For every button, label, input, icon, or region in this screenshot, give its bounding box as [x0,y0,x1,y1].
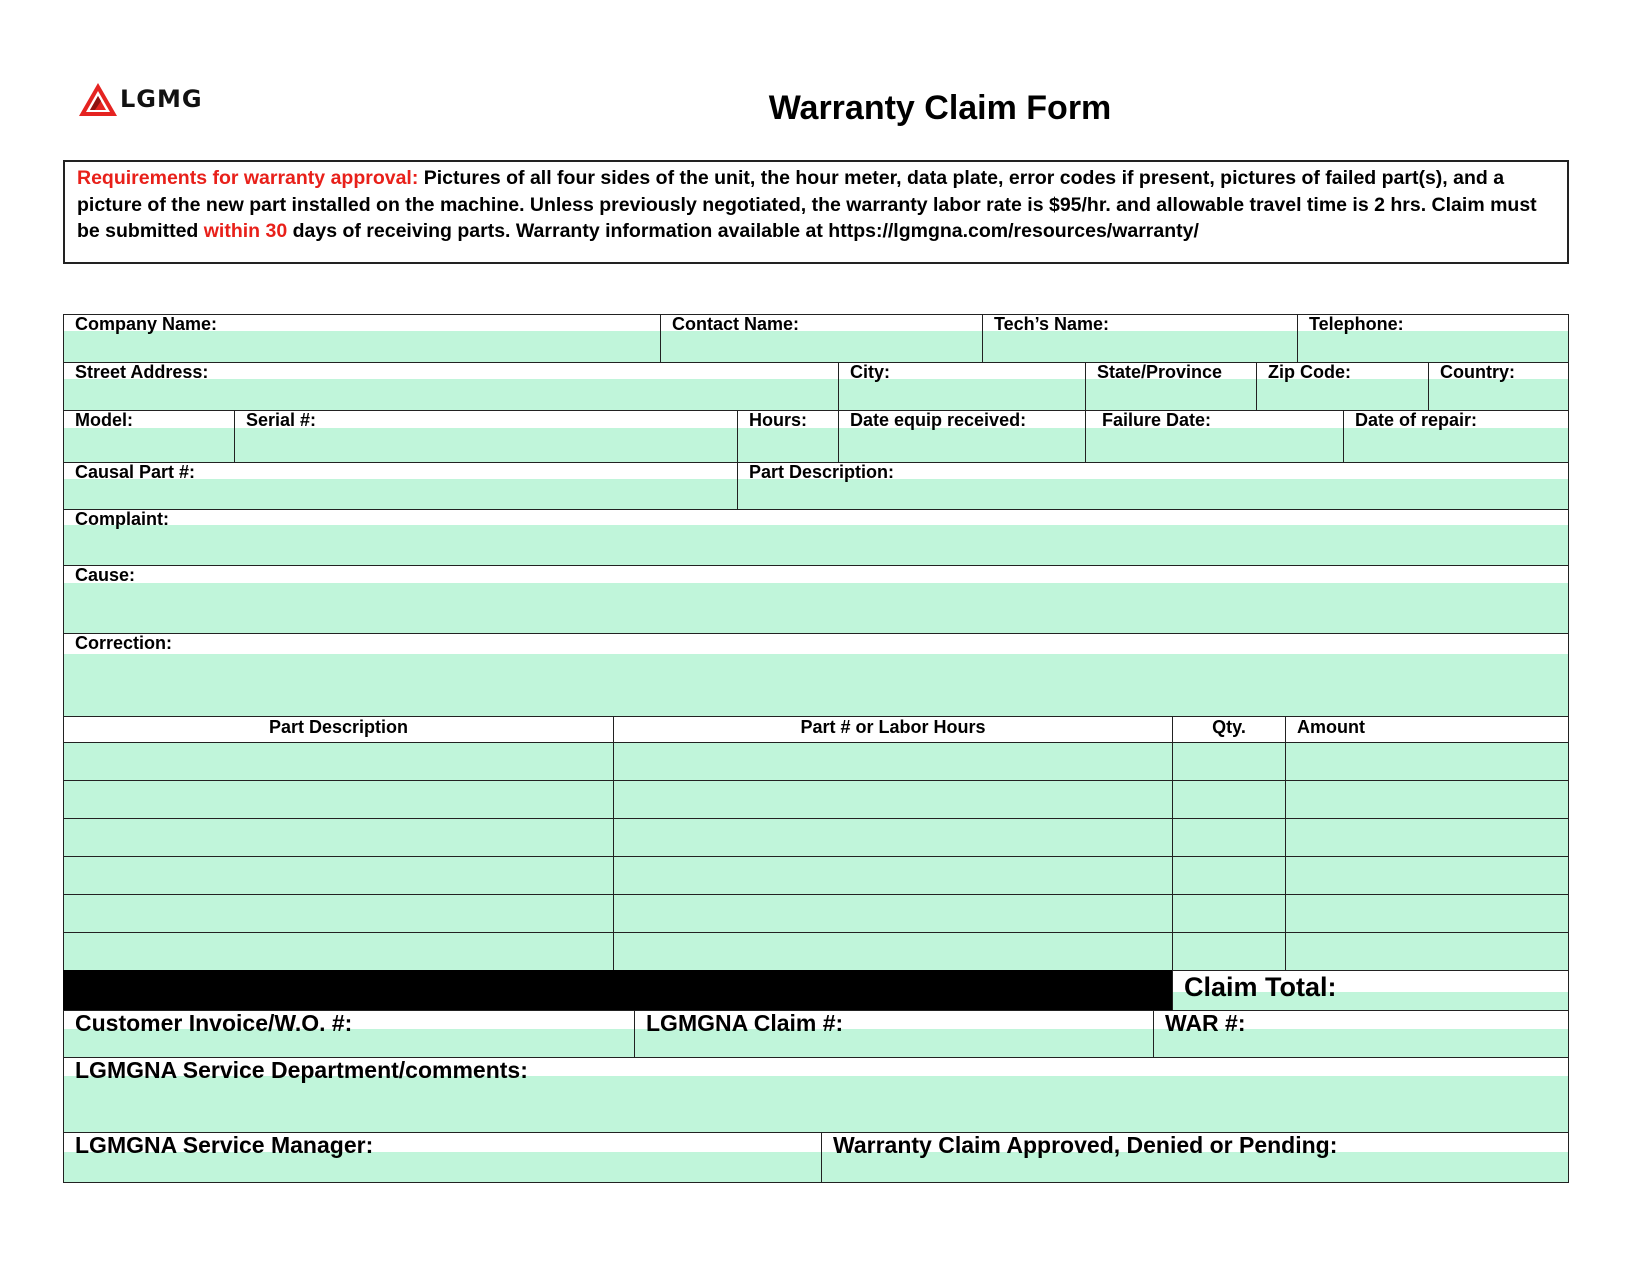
table-row-2-part-number[interactable] [613,780,1173,819]
parts-header-qty [1172,716,1286,743]
requirements-text-1: Pictures of all four sides of the unit, the hour meter, data plate, error codes if present, pictures of failed part(s), and a picture of the new part installed on the machine. Unless previously negotiated, the warranty labor rate is $95/hr. and allowable travel time is 2 hrs. Claim must be submitted [77,167,1537,242]
table-row-3-part-number[interactable] [613,818,1173,857]
office-use-bar [63,970,1174,1011]
company-name-label: Company Name: [75,314,218,334]
table-row-4-part-number[interactable] [613,856,1173,895]
country-label: Country: [1440,362,1515,382]
table-row-6-part-number[interactable] [613,932,1173,971]
table-row-5-description[interactable] [63,894,614,933]
lgmg-logo [78,82,228,122]
telephone-label: Telephone: [1309,314,1404,334]
lgmg-logo-mark-icon [78,82,118,118]
table-row-1-amount[interactable] [1285,742,1569,781]
causal-part-label: Causal Part #: [75,462,196,482]
table-row-3-amount[interactable] [1285,818,1569,857]
requirements-text-2: days of receiving parts. Warranty information available at https://lgmgna.com/resources/warranty/ [287,220,1199,242]
table-row-6-amount[interactable] [1285,932,1569,971]
parts-header-description [63,716,614,743]
street-address-label: Street Address: [75,362,209,382]
date-of-repair-label: Date of repair: [1355,410,1478,430]
parts-header-part-number-label: Part # or Labor Hours [800,717,986,737]
table-row-3-qty[interactable] [1172,818,1286,857]
parts-header-part-number [613,716,1173,743]
parts-header-description-label: Part Description [268,717,409,737]
table-row-5-qty[interactable] [1172,894,1286,933]
requirements-deadline: within 30 [203,220,288,242]
claim-status-label: Warranty Claim Approved, Denied or Pending: [833,1132,1338,1158]
service-manager-label: LGMGNA Service Manager: [75,1132,374,1158]
model-field[interactable] [63,410,235,463]
table-row-1-description[interactable] [63,742,614,781]
customer-invoice-label: Customer Invoice/W.O. #: [75,1010,353,1036]
claim-status-field[interactable] [821,1132,1569,1183]
war-label: WAR #: [1165,1010,1246,1036]
table-row-4-qty[interactable] [1172,856,1286,895]
date-of-repair-field[interactable] [1343,410,1569,463]
table-row-6-description[interactable] [63,932,614,971]
zip-code-label: Zip Code: [1268,362,1351,382]
telephone-field[interactable] [1297,314,1569,363]
table-row-5-amount[interactable] [1285,894,1569,933]
page-title: Warranty Claim Form [768,89,1112,127]
table-row-2-qty[interactable] [1172,780,1286,819]
model-label: Model: [75,410,133,430]
table-row-5-part-number[interactable] [613,894,1173,933]
date-equip-received-label: Date equip received: [850,410,1027,430]
claim-total-label: Claim Total: [1184,972,1337,1002]
correction-field[interactable] [63,633,1569,717]
failure-date-label: Failure Date: [1102,410,1212,430]
state-province-field[interactable] [1085,362,1257,411]
customer-invoice-field[interactable] [63,1010,635,1058]
lgmgna-claim-label: LGMGNA Claim #: [646,1010,844,1036]
cause-label: Cause: [75,565,136,585]
parts-header-qty-label: Qty. [1212,717,1246,737]
lgmgna-claim-field[interactable] [634,1010,1154,1058]
table-row-6-qty[interactable] [1172,932,1286,971]
complaint-label: Complaint: [75,509,169,529]
state-province-label: State/Province [1097,362,1223,382]
company-name-field[interactable] [63,314,661,363]
serial-label: Serial #: [246,410,317,430]
serial-field[interactable] [234,410,738,463]
table-row-2-description[interactable] [63,780,614,819]
city-field[interactable] [838,362,1086,411]
causal-part-field[interactable] [63,462,738,510]
parts-header-amount [1285,716,1569,743]
zip-code-field[interactable] [1256,362,1429,411]
parts-header-amount-label: Amount [1297,717,1365,737]
contact-name-field[interactable] [660,314,983,363]
failure-date-field[interactable] [1085,410,1344,463]
country-field[interactable] [1428,362,1569,411]
requirements-label: Requirements for warranty approval: [77,167,419,189]
contact-name-label: Contact Name: [672,314,800,334]
table-row-1-qty[interactable] [1172,742,1286,781]
table-row-3-description[interactable] [63,818,614,857]
hours-label: Hours: [749,410,807,430]
table-row-1-part-number[interactable] [613,742,1173,781]
table-row-4-amount[interactable] [1285,856,1569,895]
city-label: City: [850,362,890,382]
hours-field[interactable] [737,410,839,463]
correction-label: Correction: [75,633,173,653]
service-manager-field[interactable] [63,1132,822,1183]
service-comments-label: LGMGNA Service Department/comments: [75,1057,528,1083]
tech-name-field[interactable] [982,314,1298,363]
table-row-2-amount[interactable] [1285,780,1569,819]
logo-text: LGMG [120,85,203,113]
claim-total-field[interactable] [1172,970,1569,1011]
date-equip-received-field[interactable] [838,410,1086,463]
tech-name-label: Tech’s Name: [994,314,1110,334]
cause-field[interactable] [63,565,1569,634]
complaint-field[interactable] [63,509,1569,566]
part-description-label: Part Description: [749,462,895,482]
street-address-field[interactable] [63,362,839,411]
requirements-notice [63,160,1569,264]
part-description-field[interactable] [737,462,1569,510]
war-field[interactable] [1153,1010,1569,1058]
table-row-4-description[interactable] [63,856,614,895]
service-comments-field[interactable] [63,1057,1569,1133]
